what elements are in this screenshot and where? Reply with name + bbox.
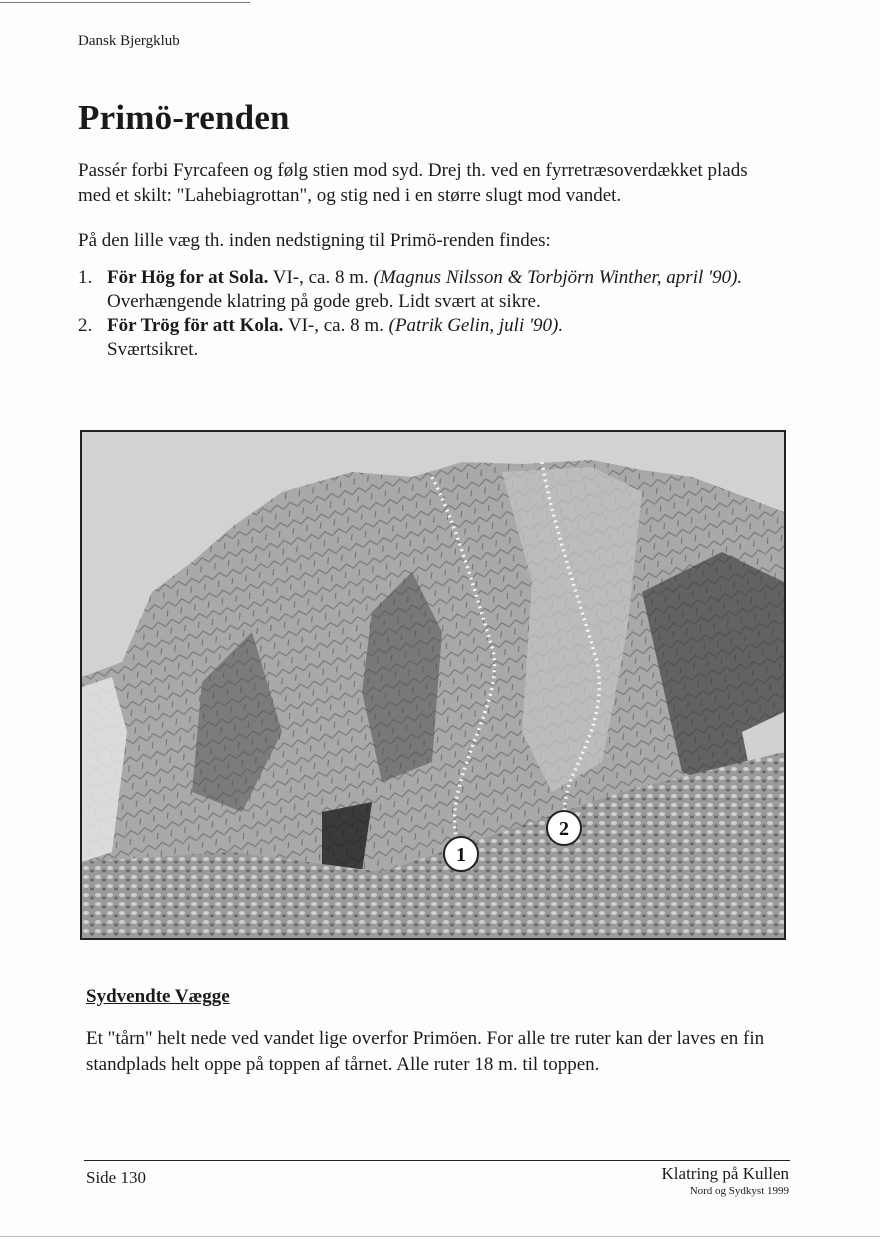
route-marker-2 xyxy=(547,811,581,845)
running-header: Dansk Bjergklub xyxy=(78,33,180,49)
book-title: Klatring på Kullen xyxy=(661,1164,789,1183)
page-number: Side 130 xyxy=(86,1168,146,1187)
section-paragraph: Et "tårn" helt nede ved vandet lige overfor Primöen. For alle tre ruter kan der laves en fin standplads helt oppe på toppen af tårnet. Alle ruter 18 m. til toppen. xyxy=(86,1028,765,1075)
scan-edge-top xyxy=(0,2,250,3)
route-list xyxy=(78,266,768,362)
route-grade: VI-, ca. 8 m. xyxy=(268,267,374,288)
route-item-1 xyxy=(78,266,768,314)
route-marker-label: 1 xyxy=(456,844,466,866)
route-description: Overhængende klatring på gode greb. Lidt svært at sikre. xyxy=(107,291,541,312)
scan-edge-bottom xyxy=(0,1236,880,1237)
footer-book-info xyxy=(662,1164,789,1197)
book-subtitle: Nord og Sydkyst 1999 xyxy=(689,1185,789,1197)
route-name: För Hög for at Sola. xyxy=(107,267,269,288)
route-item-2 xyxy=(78,314,768,362)
route-grade: VI-, ca. 8 m. xyxy=(283,315,389,336)
cliff-photo-graphic xyxy=(82,432,784,938)
section-heading: Sydvendte Vægge xyxy=(86,986,230,1007)
route-marker-1 xyxy=(444,837,478,871)
wall-intro-paragraph: På den lille væg th. inden nedstigning til Primö-renden findes: xyxy=(78,230,551,251)
route-name: För Trög för att Kola. xyxy=(107,315,284,336)
route-authors: (Patrik Gelin, juli '90). xyxy=(388,315,564,336)
cliff-photo xyxy=(80,430,786,940)
route-description: Sværtsikret. xyxy=(107,339,199,360)
route-number: 2. xyxy=(78,315,93,336)
intro-paragraph: Passér forbi Fyrcafeen og følg stien mod syd. Drej th. ved en fyrretræsoverdækket plads med et skilt: "Lahebiagrottan", og stig ned i en større slugt mod vandet. xyxy=(78,160,748,206)
page-title: Primö-renden xyxy=(78,98,290,137)
route-authors: (Magnus Nilsson & Torbjörn Winther, april '90). xyxy=(373,267,743,288)
route-marker-label: 2 xyxy=(559,818,569,840)
route-number: 1. xyxy=(78,267,93,288)
footer-rule xyxy=(84,1160,790,1161)
